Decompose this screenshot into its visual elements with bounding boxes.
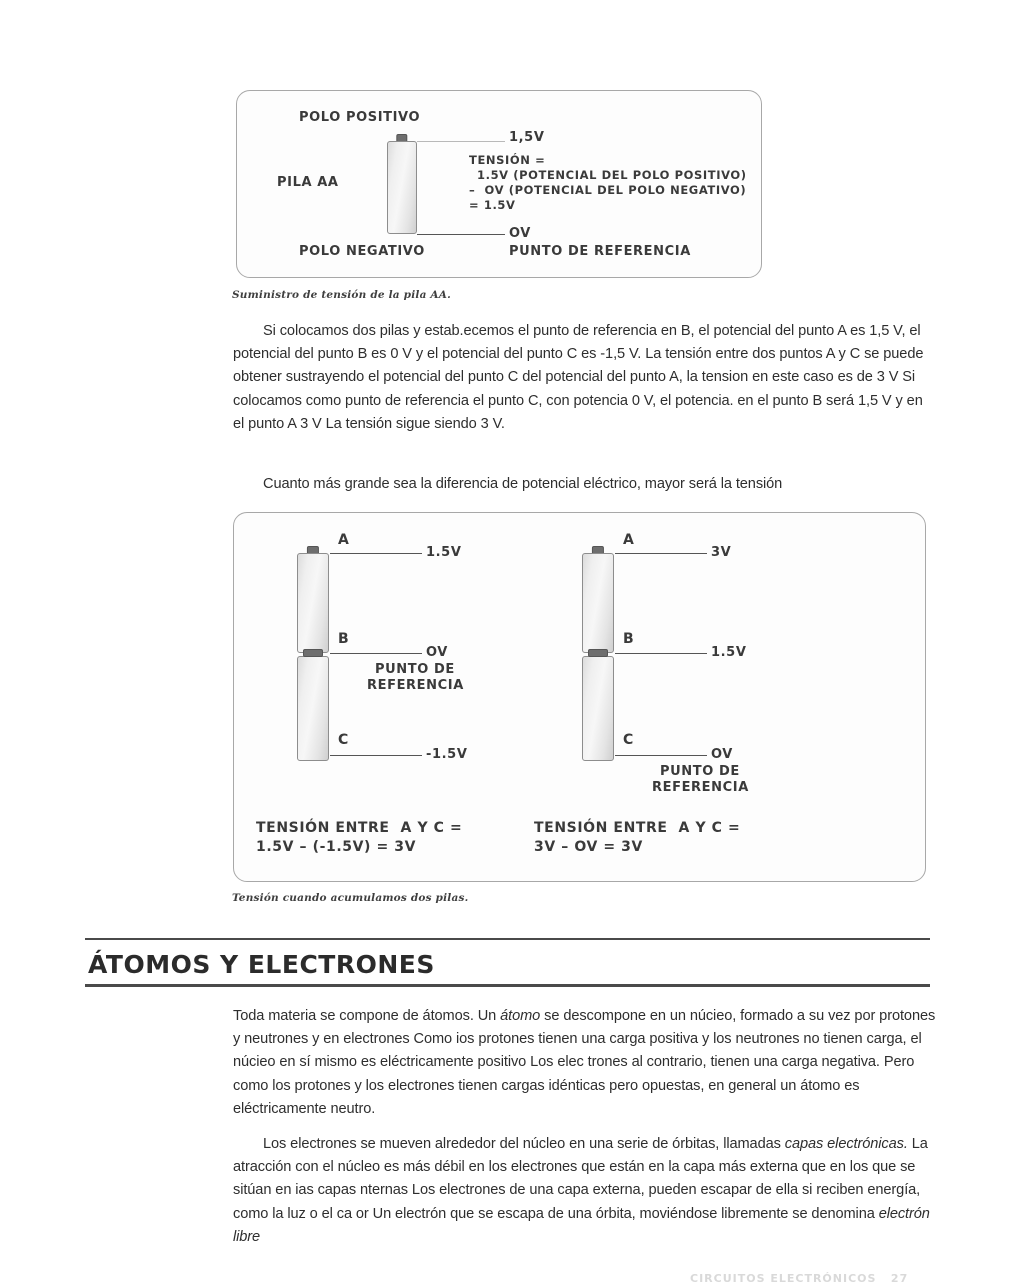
right-battery-bottom-body <box>582 656 614 761</box>
formula-tension-line-1: TENSIÓN = <box>469 153 546 167</box>
right-formula-line-1: TENSIÓN ENTRE A Y C = <box>534 820 741 836</box>
label-polo-positivo: POLO POSITIVO <box>299 110 421 125</box>
left-reference-line-1: PUNTO DE <box>375 662 455 677</box>
leader-line-negative <box>417 234 505 235</box>
right-value-c: OV <box>711 747 733 762</box>
right-value-b: 1.5V <box>711 645 747 660</box>
left-point-c-label: C <box>338 732 349 748</box>
right-battery-top <box>582 546 614 653</box>
value-top-voltage: 1,5V <box>509 130 545 145</box>
label-punto-de-referencia: PUNTO DE REFERENCIA <box>509 244 691 259</box>
paragraph-1-text: Si colocamos dos pilas y estab.ecemos el punto de referencia en B, el potencial del punto A es 1,5 V, el potencial del punto B es 0 V y el potencial del punto C es -1,5 V. La tensión entre dos puntos A y C se puede obtener sustrayendo el potencial del punto C del potencial del punto A, la tension en este caso es de 3 V Si colocamos como punto de referencia el punto C, con potencia 0 V, el potencia. en el punto B será 1,5 V y en el punto A 3 V La tensión sigue siendo 3 V. <box>233 323 924 432</box>
left-leader-line-b <box>330 653 422 654</box>
paragraph-3-italic-atomo: átomo <box>500 1008 541 1024</box>
paragraph-diferencia-potencial <box>233 473 933 496</box>
formula-tension-line-2: 1.5V (POTENCIAL DEL POLO POSITIVO) <box>477 168 747 182</box>
paragraph-tension-dos-pilas <box>233 320 933 436</box>
right-formula-line-2: 3V – OV = 3V <box>534 839 643 855</box>
right-point-b-label: B <box>623 631 635 647</box>
left-reference-line-2: REFERENCIA <box>367 678 464 693</box>
left-point-a-label: A <box>338 532 350 548</box>
label-polo-negativo: POLO NEGATIVO <box>299 244 425 259</box>
left-value-b: OV <box>426 645 448 660</box>
section-title-atomos-y-electrones: ÁTOMOS Y ELECTRONES <box>88 950 435 979</box>
right-value-a: 3V <box>711 545 732 560</box>
left-leader-line-c <box>330 755 422 756</box>
paragraph-electrones-orbitas <box>233 1133 945 1249</box>
battery-body <box>387 141 417 234</box>
paragraph-4-italic-capas: capas electrónicas. <box>784 1136 908 1152</box>
figure-two-batteries-voltage <box>233 512 926 882</box>
left-battery-top-body <box>297 553 329 653</box>
left-leader-line-a <box>330 553 422 554</box>
section-rule-top <box>85 938 930 940</box>
right-reference-line-1: PUNTO DE <box>660 764 740 779</box>
page-footer: CIRCUITOS ELECTRÓNICOS 27 <box>690 1272 909 1285</box>
left-value-a: 1.5V <box>426 545 462 560</box>
paragraph-4-part-1: Los electrones se mueven alrededor del núcleo en una serie de órbitas, llamadas <box>263 1136 785 1152</box>
paragraph-4-italic-electron-libre: electrón libre <box>233 1205 930 1245</box>
section-rule-bottom <box>85 984 930 987</box>
right-battery-top-body <box>582 553 614 653</box>
right-leader-line-a <box>615 553 707 554</box>
right-reference-line-2: REFERENCIA <box>652 780 749 795</box>
paragraph-materia-atomos <box>233 1005 945 1121</box>
figure2-caption: Tensión cuando acumulamos dos pilas. <box>232 892 469 904</box>
value-bottom-voltage: OV <box>509 226 531 241</box>
formula-tension-line-3: – OV (POTENCIAL DEL POLO NEGATIVO) <box>469 183 747 197</box>
right-point-a-label: A <box>623 532 635 548</box>
left-battery-bottom-body <box>297 656 329 761</box>
figure1-caption: Suministro de tensión de la pila AA. <box>232 289 451 301</box>
left-battery-top <box>297 546 329 653</box>
formula-tension-line-4: = 1.5V <box>469 198 516 212</box>
right-battery-connector-nub <box>588 649 608 657</box>
right-leader-line-c <box>615 755 707 756</box>
left-formula-line-1: TENSIÓN ENTRE A Y C = <box>256 820 463 836</box>
left-battery-bottom <box>297 656 329 761</box>
right-leader-line-b <box>615 653 707 654</box>
leader-line-positive <box>417 141 505 142</box>
paragraph-4-part-2: La atracción con el núcleo es más débil en los electrones que están en la capa más externa que en los que se sitúan en ias capas nternas Los electrones de una capa externa, pueden escapar de ella si reciben energía, como la luz o el ca or Un electrón que se escapa de una órbita, moviéndose libremente se denomina <box>233 1136 928 1222</box>
right-battery-bottom <box>582 656 614 761</box>
right-point-c-label: C <box>623 732 634 748</box>
paragraph-3-part-1: Toda materia se compone de átomos. Un <box>233 1008 501 1024</box>
label-pila-aa: PILA AA <box>277 175 339 190</box>
paragraph-3-part-2: se descompone en un núcieo, formado a su vez por protones y neutrones y en electrones Como ios protones tienen una carga positiva y los neutrones no tienen carga, el núcieo en sí mismo es eléctricamente positivo Los elec trones al contrario, tienen una carga negativa. Pero como los protones y los electrones tienen cargas idénticas pero opuestas, en general un átomo es eléctricamente neutro. <box>233 1008 936 1117</box>
left-point-b-label: B <box>338 631 350 647</box>
left-battery-connector-nub <box>303 649 323 657</box>
left-value-c: -1.5V <box>426 747 468 762</box>
paragraph-2-text: Cuanto más grande sea la diferencia de potencial eléctrico, mayor será la tensión <box>263 476 783 492</box>
battery-aa-graphic <box>387 134 417 234</box>
left-formula-line-2: 1.5V – (-1.5V) = 3V <box>256 839 417 855</box>
figure-battery-voltage <box>236 90 762 278</box>
